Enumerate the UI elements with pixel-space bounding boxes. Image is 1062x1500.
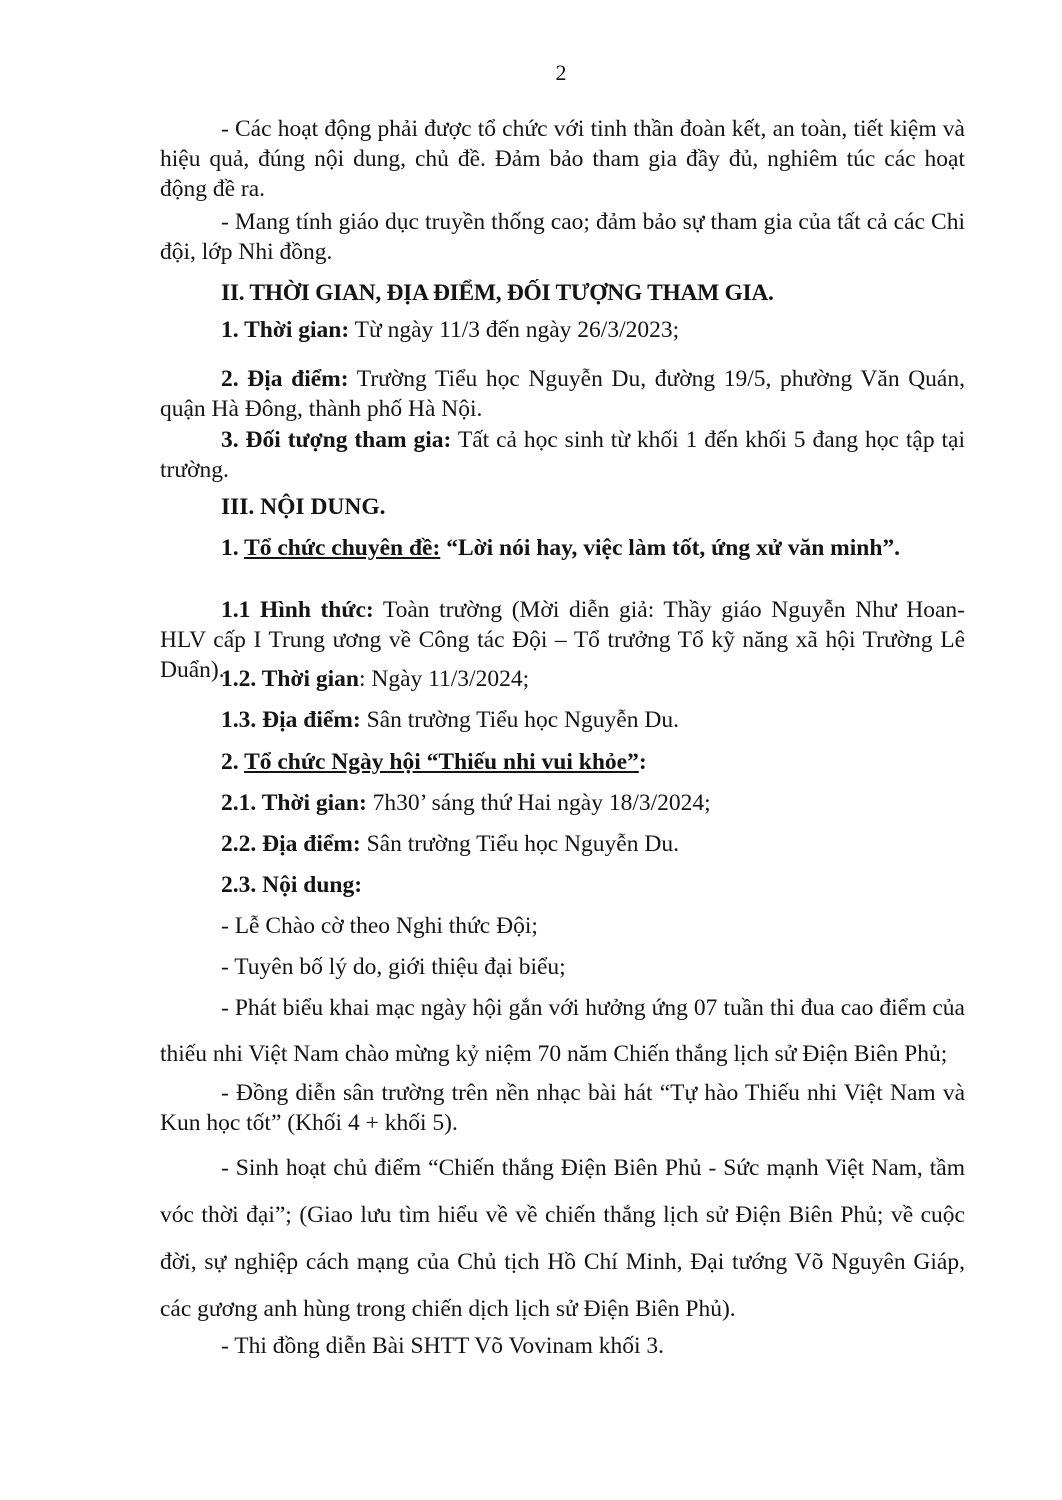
- item-1-label: Tổ chức chuyên đề:: [244, 535, 441, 561]
- content-bullet: - Tuyên bố lý do, giới thiệu đại biểu;: [221, 954, 566, 980]
- item-2-content-label: 2.3. Nội dung:: [221, 872, 363, 898]
- paragraph-traditional-education: - Mang tính giáo dục truyền thống cao; đảm bảo sự tham gia của tất cả các Chi đội, lớp Nhi đồng.: [160, 209, 965, 265]
- item-2-time: [221, 788, 965, 818]
- content-bullet: - Phát biểu khai mạc ngày hội gắn với hưởng ứng 07 tuần thi đua cao điểm của thiếu nhi Việt Nam chào mừng kỷ niệm 70 năm Chiến thắng lịch sử Điện Biên Phủ;: [160, 995, 965, 1067]
- item-2-colon: :: [638, 749, 647, 775]
- item-1-number: 1.: [221, 535, 245, 561]
- item-2-time-label: 2.1. Thời gian:: [221, 790, 367, 816]
- item-1-time: [160, 664, 965, 694]
- target-label: 3. Đối tượng tham gia:: [221, 427, 452, 453]
- place-value: Trường Tiểu học Nguyễn Du, đường 19/5, phường Văn Quán, quận Hà Đông, thành phố Hà Nội.: [160, 366, 965, 422]
- section-3-heading: III. NỘI DUNG.: [221, 494, 386, 520]
- item-2-place-label: 2.2. Địa điểm:: [221, 831, 361, 857]
- item-2-number: 2.: [221, 749, 245, 775]
- item-1-time-label: 1.2. Thời gian: [221, 666, 359, 692]
- section-2-heading: II. THỜI GIAN, ĐỊA ĐIỂM, ĐỐI TƯỢNG THAM GIA.: [221, 280, 774, 306]
- item-1-place-value: Sân trường Tiểu học Nguyễn Du.: [360, 707, 679, 733]
- content-bullet: - Thi đồng diễn Bài SHTT Võ Vovinam khối 3.: [221, 1333, 665, 1359]
- item-2-heading: [221, 747, 965, 777]
- section-2-time: [160, 315, 965, 345]
- form-value: Toàn trường (Mời diễn giả: Thầy giáo Nguyễn Như Hoan- HLV cấp I Trung ương về Công tác Đội – Tổ trưởng Tổ kỹ năng xã hội Trường Lê Duẩn).: [160, 597, 965, 683]
- item-1-heading: [160, 533, 1026, 563]
- item-2-time-value: 7h30’ sáng thứ Hai ngày 18/3/2024;: [366, 790, 711, 816]
- content-bullet: - Lễ Chào cờ theo Nghi thức Đội;: [221, 913, 538, 939]
- item-1-place-label: 1.3. Địa điểm:: [221, 707, 361, 733]
- form-label: 1.1 Hình thức:: [221, 597, 374, 623]
- section-2-place: [160, 364, 965, 424]
- item-1-title: “Lời nói hay, việc làm tốt, ứng xử văn minh”.: [440, 535, 901, 561]
- paragraph-principles: - Các hoạt động phải được tổ chức với tinh thần đoàn kết, an toàn, tiết kiệm và hiệu quả, đúng nội dung, chủ đề. Đảm bảo tham gia đầy đủ, nghiêm túc các hoạt động đề ra.: [160, 116, 965, 202]
- time-value: Từ ngày 11/3 đến ngày 26/3/2023;: [349, 317, 680, 343]
- page-number: 2: [555, 60, 567, 85]
- section-2-target: [160, 425, 965, 485]
- content-bullet: - Sinh hoạt chủ điểm “Chiến thắng Điện Biên Phủ - Sức mạnh Việt Nam, tầm vóc thời đại”; (Giao lưu tìm hiểu về về chiến thắng lịch sử Điện Biên Phủ; về cuộc đời, sự nghiệp cách mạng của Chủ tịch Hồ Chí Minh, Đại tướng Võ Nguyên Giáp, các gương anh hùng trong chiến dịch lịch sử Điện Biên Phủ).: [160, 1155, 965, 1322]
- time-label: 1. Thời gian:: [221, 317, 350, 343]
- item-2-place-value: Sân trường Tiểu học Nguyễn Du.: [360, 831, 679, 857]
- item-1-place: [160, 705, 965, 735]
- item-2-label: Tổ chức Ngày hội “Thiếu nhi vui khỏe”: [244, 749, 639, 775]
- target-value: Tất cả học sinh từ khối 1 đến khối 5 đang học tập tại trường.: [160, 427, 966, 483]
- item-1-time-value: : Ngày 11/3/2024;: [358, 666, 530, 692]
- content-bullet: - Đồng diễn sân trường trên nền nhạc bài hát “Tự hào Thiếu nhi Việt Nam và Kun học tốt” (Khối 4 + khối 5).: [160, 1080, 965, 1136]
- item-2-place: [221, 829, 965, 859]
- place-label: 2. Địa điểm:: [221, 366, 349, 392]
